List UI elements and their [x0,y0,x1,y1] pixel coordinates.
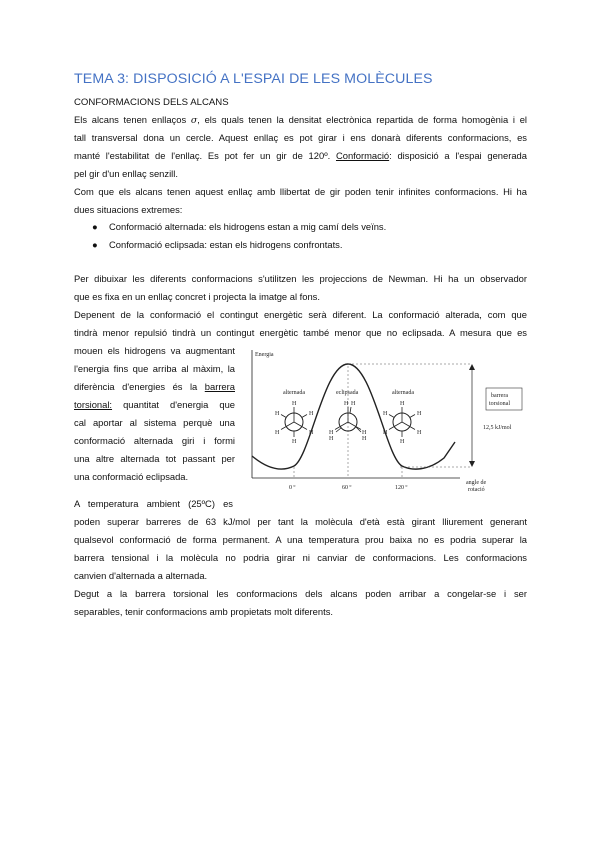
eclipsed-label: eclipsada [336,390,359,396]
svg-text:H: H [292,401,297,407]
energy-diagram-svg [250,346,528,504]
y-axis-label: Energia [255,352,274,358]
svg-text:H: H [351,401,356,407]
barrier-arrow-top [469,364,475,370]
svg-text:H: H [275,411,280,417]
staggered-label-left: alternada [283,390,305,396]
intro-line-4: pel gir d'un enllaç senzill. [74,168,178,179]
energy-curve [252,364,455,469]
svg-text:H: H [417,411,422,417]
para5-line-2: poden superar barreres de 63 kJ/mol per tant la molècula d'età està girant lliurement generant [74,516,527,527]
para4-line-3: mouen els hidrogens va augmentant [74,345,235,356]
bullet-item-eclipsed: ● Conformació eclipsada: estan els hidrogens confrontats. [92,239,343,250]
bullet-item-staggered: ● Conformació alternada: els hidrogens estan a mig camí dels veïns. [92,221,387,232]
para2-line-2: dues situacions extremes: [74,204,183,215]
x-axis-label-line2: rotació [468,487,485,493]
svg-text:H: H [417,430,422,436]
x-tick-0: 0 º [289,485,296,491]
para5-line-4: barrera tensional i la molècula no podria girar ni canviar de conformacions. Les conformacions [74,552,527,563]
intro-line-2: tall transversal dona un cercle. Aquest enllaç es pot girar i ens donarà diferents conformacions, es [74,132,527,143]
para2-line-1: Com que els alcans tenen aquest enllaç amb llibertat de gir poden tenir infinites conformacions. Hi ha [74,186,527,197]
svg-text:H: H [309,430,314,436]
svg-text:H: H [292,439,297,445]
x-tick-120: 120 º [395,485,408,491]
bullet-icon: ● [92,221,98,232]
intro-line-1: Els alcans tenen enllaços σ, els quals tenen la densitat electrònica repartida de forma homogènia i el [74,114,527,126]
barrier-label-line1: barrera [491,393,508,399]
barrier-arrow-bottom [469,461,475,467]
svg-text:H: H [400,401,405,407]
para4-line-2: tindrà menor repulsió tindrà un contingut energètic també menor que no eclipsada. A mesura que es [74,327,527,338]
x-axis-label-line1: angle de [466,480,487,486]
para6-line-1: Degut a la barrera torsional les conformacions dels alcans poden arribar a congelar-se i ser [74,588,527,599]
para4-line-8: conformació alternada giri i formi [74,435,235,446]
staggered-label-right: alternada [392,390,414,396]
svg-text:H: H [344,401,349,407]
para5-line-1: A temperatura ambient (25ºC) es [74,498,233,509]
x-tick-60: 60 º [342,485,352,491]
para4-line-4: l'energia fins que arriba al màxim, la [74,363,235,374]
para4-line-5: diferència d'energies és la barrera [74,381,235,392]
para4-line-6: torsional: quantitat d'energia que [74,399,235,410]
bullet-icon: ● [92,239,98,250]
newman-staggered-right [383,401,422,445]
section-heading: CONFORMACIONS DELS ALCANS [74,97,229,108]
energy-diagram [250,346,528,504]
term-torsional: torsional: [74,399,113,410]
svg-text:H: H [400,439,405,445]
sigma-symbol: σ [190,115,198,126]
svg-text:H: H [383,430,388,436]
para6-line-2: separables, tenir conformacions amb propietats molt diferents. [74,606,333,617]
term-barrera: barrera [204,381,235,392]
svg-text:H: H [329,436,334,442]
svg-text:H: H [362,436,367,442]
svg-text:H: H [383,411,388,417]
para4-line-7: cal aportar al sistema perquè una [74,417,235,428]
para4-line-9: una altre alternada tot passant per [74,453,235,464]
page-title: TEMA 3: DISPOSICIÓ A L'ESPAI DE LES MOLÈCULES [74,71,433,87]
para5-line-3: qualsevol conformació de forma permanent. A una temperatura prou baixa no es podria superar la [74,534,527,545]
barrier-value: 12,5 kJ/mol [483,425,512,431]
svg-text:H: H [329,430,334,436]
para3-line-2: que es fixa en un enllaç concret i projecta la imatge al fons. [74,291,320,302]
intro-line-3: manté l'estabilitat de l'enllaç. Es pot fer un gir de 120º. Conformació: disposició a l'espai generada [74,150,527,161]
svg-text:H: H [275,430,280,436]
para4-line-1: Depenent de la conformació el contingut energètic serà diferent. La conformació alterada, com que [74,309,527,320]
barrier-label-line2: torsional [489,401,510,407]
svg-text:H: H [362,430,367,436]
svg-text:H: H [309,411,314,417]
term-conformacio: Conformació [335,150,390,161]
para5-line-5: canvien d'alternada a alternada. [74,570,208,581]
para3-line-1: Per dibuixar les diferents conformacions s'utilitzen les projeccions de Newman. Hi ha un observador [74,273,527,284]
para4-line-10: una conformació eclipsada. [74,471,189,482]
